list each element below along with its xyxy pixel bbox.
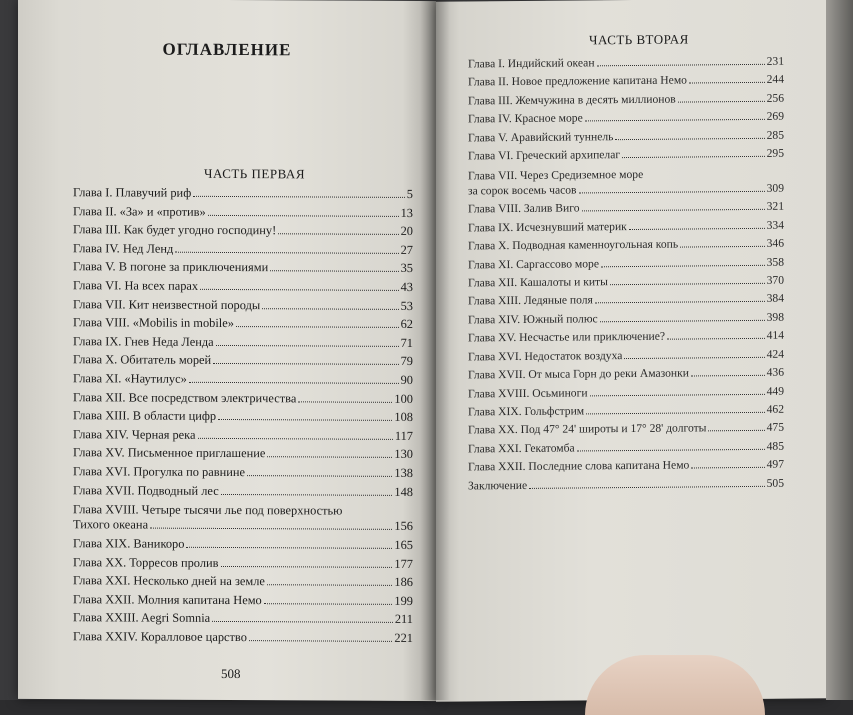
toc-entry-page: 199 [394,593,413,608]
toc-entry-title: Глава I. Плавучий риф [73,185,192,200]
dot-leader [590,393,765,396]
toc-entry-line2 [468,181,784,199]
dot-leader [198,438,393,440]
toc-entry-page: 90 [400,372,413,387]
dot-leader [691,467,764,469]
toc-entry-page: 71 [400,335,413,350]
toc-entry [73,313,413,333]
toc-entry-page: 370 [766,273,784,287]
toc-entry-page: 211 [394,612,413,627]
toc-entry-page: 384 [766,292,784,306]
toc-entry [73,332,413,352]
dot-leader [691,375,765,377]
toc-entry [73,388,413,408]
left-page [18,0,436,701]
toc-entry-page: 309 [766,182,784,196]
dot-leader [629,228,765,230]
dot-leader [577,449,765,452]
toc-entry-title: Глава XX. Торресов пролив [73,554,219,570]
dot-leader [586,412,764,415]
toc-entry-title: Глава I. Индийский океан [468,56,595,71]
toc-entry-title: Глава XI. Саргассово море [468,256,599,272]
page-number: 508 [221,665,241,682]
toc-entry-title-continued: Тихого океана [73,517,149,532]
book-gutter [420,0,450,700]
dot-leader [579,191,765,194]
toc-entry-title: Глава XIV. Южный полюс [468,312,598,327]
toc-entry-page: 424 [766,347,784,361]
toc-entry-title: Глава XVIII. Осьминоги [468,385,588,400]
toc-entry-page: 346 [766,236,784,251]
dot-leader [680,246,764,248]
toc-entry-title: Глава X. Обитатель морей [73,352,212,368]
toc-entry-title: Глава XXII. Последние слова капитана Немо [468,458,690,474]
toc-entry [73,590,413,610]
toc-entry [73,202,413,222]
toc-entry-title: Глава VIII. Залив Виго [468,201,580,216]
toc-entry-page: 269 [766,109,784,124]
toc-entry-page: 148 [394,484,413,499]
toc-entry-page: 398 [766,310,784,324]
dot-leader [216,345,399,347]
toc-entry-title: Глава VII. Кит неизвестной породы [73,296,261,312]
toc-entry-title: Глава XV. Письменное приглашение [73,445,266,461]
toc-entry-page: 256 [766,91,784,105]
toc-entry [73,534,413,554]
toc-entry-page: 43 [400,279,413,294]
dot-leader [610,283,765,285]
dot-leader [175,252,398,254]
toc-entry-page: 244 [766,73,784,87]
toc-entry [73,444,413,464]
toc-entry [73,553,413,573]
toc-entry [73,406,413,426]
dot-leader [213,363,398,365]
toc-entry-title: Глава XVII. От мыса Горн до реки Амазонки [468,366,689,382]
toc-entry-title: Глава V. В погоне за приключениями [73,259,269,275]
toc-entry [73,258,413,278]
dot-leader [678,101,765,103]
toc-entry-page: 156 [394,518,413,534]
toc-entry-title: Глава XV. Несчастье или приключение? [468,329,666,345]
dot-leader [186,547,392,549]
toc-entry [73,462,413,482]
toc-entry-title: Глава XXII. Молния капитана Немо [73,592,262,608]
dot-leader [582,209,765,212]
toc-entry-title: Глава XXIV. Коралловое царство [73,629,247,645]
toc-entry-page: 138 [394,465,413,480]
toc-entry-title: Глава XIII. Ледяные поля [468,293,593,308]
thumb [585,655,765,715]
toc-entry-page: 295 [766,146,784,160]
dot-leader [193,196,405,198]
toc-entry-page: 221 [394,630,413,646]
toc-entry-page: 186 [394,575,413,590]
toc-entry [73,627,413,647]
dot-leader [298,401,392,402]
toc-part-two [468,53,784,496]
toc-entry-title: Глава VII. Через Средиземное море [468,168,644,183]
dot-leader [595,301,765,303]
toc-entry-title: Глава III. Как будет угодно господину! [73,222,277,238]
toc-entry [73,295,413,315]
dot-leader [150,528,392,530]
toc-entry-title: Глава IV. Красное море [468,111,583,126]
dot-leader [267,457,392,459]
dot-leader [189,382,399,384]
dot-leader [208,214,399,216]
toc-entry-page: 108 [394,410,413,425]
toc-entry-title: Глава XVI. Прогулка по равнине [73,464,245,480]
toc-entry [73,502,413,534]
dot-leader [600,320,765,322]
toc-entry-page: 79 [400,354,413,369]
toc-entry-page: 62 [400,317,413,332]
toc-entry-page: 485 [766,439,784,453]
toc-entry-page: 321 [766,200,784,214]
dot-leader [236,326,399,328]
toc-entry-title: Глава X. Подводная каменноугольная копь [468,237,679,253]
toc-entry-page: 100 [394,391,413,406]
toc-entry-title: Глава II. Новое предложение капитана Немо [468,73,687,89]
part-one-heading: ЧАСТЬ ПЕРВАЯ [204,165,305,182]
toc-entry [73,609,413,629]
toc-entry-page: 20 [400,224,413,239]
toc-entry-page: 475 [766,420,784,435]
toc-entry-title: Глава XVII. Подводный лес [73,482,219,498]
toc-entry [73,481,413,501]
dot-leader [615,137,764,139]
dot-leader [264,603,393,605]
right-page [436,0,828,702]
toc-entry-page: 5 [406,186,413,201]
page-title: ОГЛАВЛЕНИЕ [162,39,292,60]
toc-entry-title: Глава III. Жемчужина в десять миллионов [468,92,676,108]
toc-entry-title: Глава V. Аравийский туннель [468,129,614,145]
toc-entry-page: 53 [400,298,413,313]
toc-entry-title: Глава XI. «Наутилус» [73,371,187,386]
toc-entry-title: Глава XVIII. Четыре тысячи лье под поверхностью [73,502,343,518]
dot-leader [585,119,765,122]
toc-entry-title: Глава IV. Нед Ленд [73,240,174,256]
toc-entry-page: 436 [766,365,784,379]
book-edge [826,0,853,700]
toc-entry-page: 13 [400,205,413,220]
toc-entry [73,571,413,591]
toc-entry [73,239,413,259]
toc-entry [73,351,413,371]
toc-entry-title: Глава XII. Все посредством электричества [73,389,297,405]
toc-entry-page: 35 [400,261,413,276]
toc-entry-page: 497 [766,457,784,471]
toc-entry-page: 27 [400,242,413,257]
toc-entry-title: Глава XIV. Черная река [73,426,196,442]
dot-leader [689,82,765,84]
dot-leader [667,338,765,340]
toc-part-one [73,183,413,647]
toc-entry-title: Глава XIX. Ваникоро [73,536,185,551]
dot-leader [278,233,398,235]
toc-entry-title: Глава XIX. Гольфстрим [468,404,585,419]
toc-entry-title-continued: за сорок восемь часов [468,183,577,198]
toc-entry [73,276,413,296]
toc-entry-page: 177 [394,556,413,571]
dot-leader [221,493,393,495]
dot-leader [270,271,398,273]
dot-leader [708,430,764,431]
toc-entry-title: Глава VIII. «Mobilis in mobile» [73,315,234,331]
dot-leader [200,289,399,291]
toc-entry-page: 117 [394,428,413,443]
toc-entry-page: 285 [766,128,784,142]
dot-leader [597,64,765,66]
toc-entry-title: Глава XIII. В области цифр [73,408,217,424]
toc-entry-title: Глава VI. Греческий архипелаг [468,148,621,163]
toc-entry-title: Глава XVI. Недостаток воздуха [468,348,623,364]
toc-entry [73,425,413,445]
dot-leader [221,566,393,568]
toc-entry-page: 414 [766,328,784,343]
toc-entry-title: Глава IX. Исчезнувший материк [468,219,627,235]
toc-entry-page: 358 [766,255,784,269]
toc-entry-page: 130 [394,447,413,462]
dot-leader [624,357,764,359]
dot-leader [601,264,765,266]
toc-entry-line2 [73,517,413,534]
toc-entry-title: Глава XXIII. Aegri Somnia [73,610,211,626]
toc-entry-title: Глава II. «За» и «против» [73,203,206,219]
dot-leader [267,584,392,586]
toc-entry-page: 462 [766,402,784,416]
toc-entry-page: 505 [766,476,784,490]
dot-leader [218,419,392,421]
dot-leader [212,621,393,623]
toc-entry-page: 334 [766,218,784,232]
toc-entry [468,474,784,495]
toc-entry-title: Глава XII. Кашалоты и киты [468,275,608,290]
toc-entry-title: Глава VI. На всех парах [73,278,199,293]
toc-entry-title: Глава IX. Гнев Неда Ленда [73,333,214,349]
toc-entry [73,220,413,240]
toc-entry [73,183,413,203]
toc-entry-title: Глава XXI. Несколько дней на земле [73,573,265,589]
toc-entry [73,369,413,389]
dot-leader [622,156,764,158]
toc-entry-title: Глава XX. Под 47° 24' широты и 17° 28' долготы [468,421,707,437]
toc-entry-title: Заключение [468,478,528,492]
dot-leader [247,475,392,477]
toc-entry [468,166,784,199]
dot-leader [249,640,393,642]
toc-entry-page: 231 [766,54,784,68]
toc-entry [468,145,784,166]
dot-leader [262,308,398,310]
toc-entry-page: 449 [766,384,784,398]
toc-entry-title: Глава XXI. Гекатомба [468,441,575,456]
part-two-heading: ЧАСТЬ ВТОРАЯ [589,31,689,48]
dot-leader [529,485,764,488]
toc-entry-page: 165 [394,537,413,553]
